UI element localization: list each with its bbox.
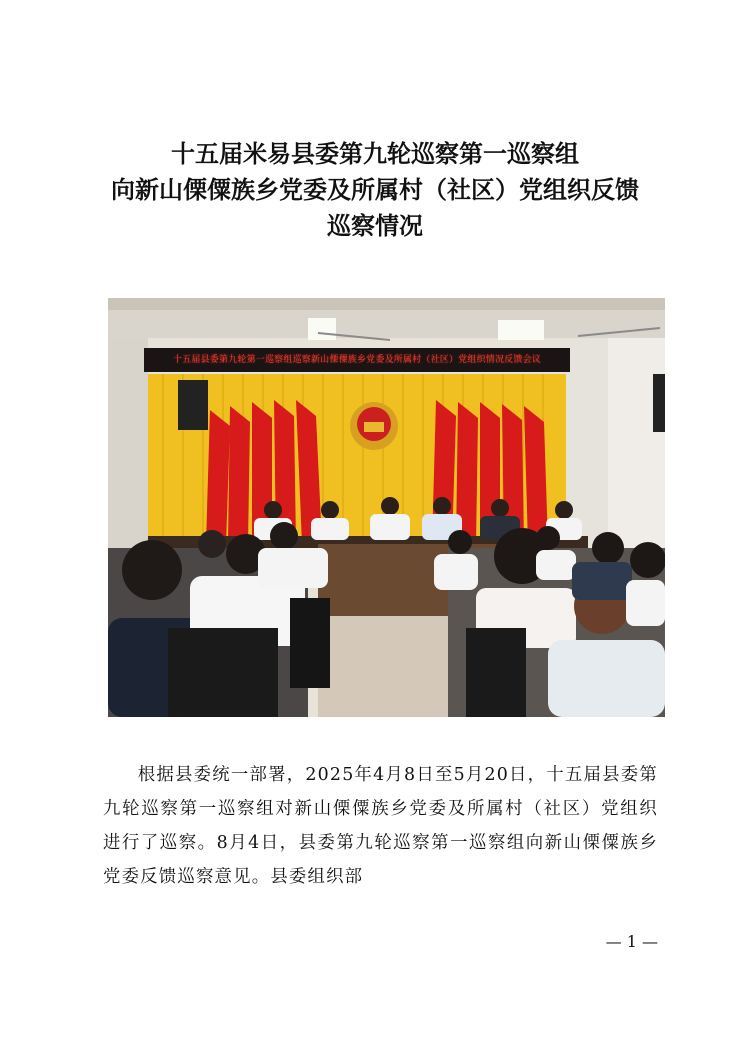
page-number: — 1 — [605, 932, 658, 951]
title-line-2: 向新山傈僳族乡党委及所属村（社区）党组织反馈 [111, 176, 639, 204]
document-title [0, 136, 750, 244]
title-line-3: 巡察情况 [327, 212, 423, 240]
body-paragraph: 根据县委统一部署，2025年4月8日至5月20日，十五届县委第九轮巡察第一巡察组对新山傈僳族乡党委及所属村（社区）党组织进行了巡察。8月4日，县委第九轮巡察第一巡察组向新山傈僳族乡党委反馈巡察意见。县委组织部 [103, 765, 658, 887]
meeting-photo [108, 298, 665, 717]
title-line-1: 十五届米易县委第九轮巡察第一巡察组 [171, 140, 579, 168]
led-banner-text: 十五届县委第九轮第一巡察组巡察新山傈僳族乡党委及所属村（社区）党组织情况反馈会议 [172, 355, 541, 365]
